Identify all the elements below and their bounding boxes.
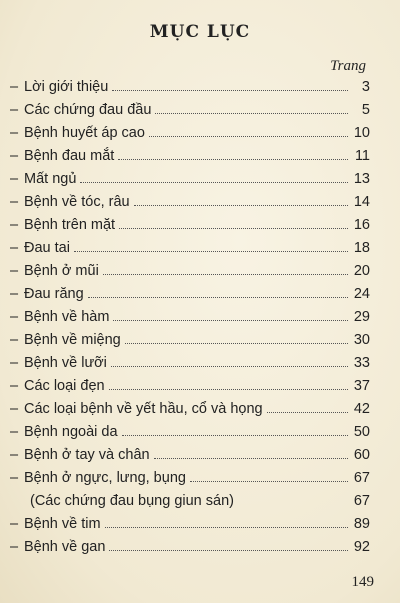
dot-leader [190,470,348,482]
toc-entry-label: Bệnh ở ngực, lưng, bụng [24,470,186,486]
dot-leader [267,401,348,413]
toc-entry-label: Bệnh ngoài da [24,424,118,440]
toc-entry-label: Bệnh trên mặt [24,217,116,233]
page-column-header: Trang [330,58,366,74]
toc-entry-page: 67 [353,470,370,486]
toc-entry-page: 33 [353,355,370,371]
dot-leader [118,148,348,160]
dot-leader [105,516,348,528]
toc-entry: – Bệnh về hàm 29 [10,306,370,329]
toc-entry: – Đau tai 18 [10,237,370,260]
toc-entry: – Bệnh ở tay và chân 60 [10,444,370,467]
toc-entry-label: Bệnh ở tay và chân [24,447,150,463]
toc-entry-label: Bệnh về tóc, râu [24,194,130,210]
toc-entry-label: (Các chứng đau bụng giun sán) [30,493,234,509]
dot-leader [111,355,348,367]
toc-entry: – Bệnh đau mắt 11 [10,145,370,168]
dot-leader [238,494,348,505]
dot-leader [109,378,348,390]
page-title: MỤC LỤC [149,22,251,42]
toc-entry [10,490,370,513]
toc-entry: – Mất ngủ 13 [10,168,370,191]
dot-leader [112,79,348,91]
toc-entry-page: 5 [361,102,370,118]
toc-entry-page: 92 [353,539,370,555]
toc-entry-page: 10 [353,125,370,141]
toc-entry-page: 37 [353,378,370,394]
toc-entry-page: 67 [353,493,370,509]
toc-entry-label: Các chứng đau đầu [24,102,152,118]
toc-entry-page: 29 [353,309,370,325]
dot-leader [88,286,348,298]
toc-entry-page: 60 [353,447,370,463]
toc-entry-page: 50 [353,424,370,440]
dot-leader [103,263,348,275]
dot-leader [113,309,348,321]
dot-leader [119,217,348,229]
toc-entry-label: Bệnh về miệng [24,332,121,348]
toc-entry-page: 42 [353,401,370,417]
toc-entry: – Bệnh về tim 89 [10,513,370,536]
table-of-contents [10,76,370,559]
toc-entry: – Bệnh về lưỡi 33 [10,352,370,375]
toc-entry-label: Các loại bệnh về yết hầu, cổ và họng [24,401,263,417]
toc-entry-page: 3 [361,79,370,95]
toc-entry-label: Các loại đẹn [24,378,105,394]
toc-entry: – Bệnh ở mũi 20 [10,260,370,283]
toc-entry: – Bệnh về tóc, râu 14 [10,191,370,214]
toc-entry-page: 20 [353,263,370,279]
toc-entry-label: Đau tai [24,240,70,256]
toc-entry-label: Bệnh về gan [24,539,106,555]
page-number: 149 [351,574,374,590]
dot-leader [134,194,348,206]
toc-entry: – Lời giới thiệu 3 [10,76,370,99]
toc-entry: – Bệnh ngoài da 50 [10,421,370,444]
toc-entry-page: 18 [353,240,370,256]
toc-entry-label: Mất ngủ [24,171,77,187]
dot-leader [122,424,348,436]
toc-entry-page: 24 [353,286,370,302]
toc-entry-label: Bệnh về hàm [24,309,110,325]
toc-entry: – Đau răng 24 [10,283,370,306]
toc-entry-label: Bệnh về tim [24,516,101,532]
toc-entry-page: 16 [353,217,370,233]
toc-entry: – Các loại bệnh về yết hầu, cổ và họng 42 [10,398,370,421]
toc-entry: – Bệnh trên mặt 16 [10,214,370,237]
toc-entry: – Bệnh về miệng 30 [10,329,370,352]
toc-entry-page: 11 [354,148,370,164]
toc-entry-page: 14 [353,194,370,210]
toc-entry: – Bệnh về gan 92 [10,536,370,559]
toc-entry-label: Lời giới thiệu [24,79,109,95]
dot-leader [155,102,348,114]
dot-leader [149,125,348,137]
dot-leader [109,539,348,551]
toc-entry-label: Bệnh đau mắt [24,148,115,164]
toc-entry-page: 30 [353,332,370,348]
toc-entry: – Bệnh huyết áp cao 10 [10,122,370,145]
toc-entry-label: Đau răng [24,286,84,302]
dot-leader [154,447,348,459]
dot-leader [74,240,348,252]
toc-entry: – Các chứng đau đầu 5 [10,99,370,122]
toc-entry-label: Bệnh huyết áp cao [24,125,145,141]
toc-entry-label: Bệnh về lưỡi [24,355,107,371]
toc-entry-label: Bệnh ở mũi [24,263,99,279]
toc-entry: – Các loại đẹn 37 [10,375,370,398]
dot-leader [125,332,348,344]
toc-entry-page: 89 [353,516,370,532]
toc-entry: – Bệnh ở ngực, lưng, bụng 67 [10,467,370,490]
toc-entry-page: 13 [353,171,370,187]
dot-leader [80,171,348,183]
